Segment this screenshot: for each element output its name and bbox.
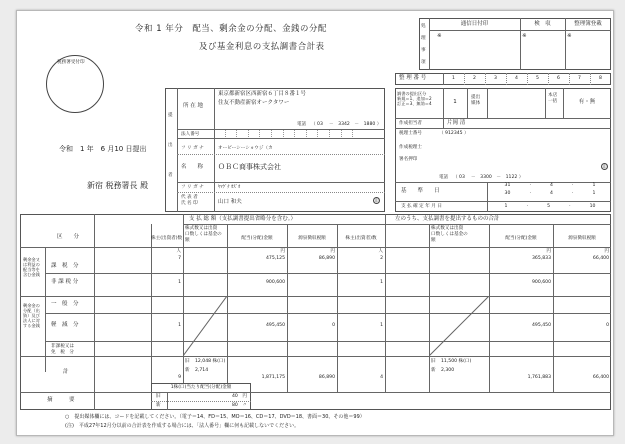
address-label: 所 在 地 [183, 103, 203, 109]
payer-side-label: 提 出 者 [168, 113, 173, 178]
r2-l-amount: 900,600 [266, 280, 285, 285]
total-r-people: 4 [380, 375, 383, 380]
rep-name: 山口 和夫 [218, 199, 242, 205]
r2-r-people: 1 [380, 280, 383, 285]
form-sheet [16, 10, 614, 436]
unit-people-right: 人 [378, 249, 383, 254]
col-people-left: 株主(出資者)数 [151, 236, 183, 241]
accountant-label: 税理士番号 [399, 131, 422, 136]
footnote-1: ○ 提出媒体欄には、コードを記載してください。（電子＝14、FD＝15、MO＝16、CD＝17、DVD＝18、書面＝30、その他＝99） [65, 414, 365, 420]
accountant-no: （ 912345 ） [439, 131, 469, 136]
seiri-label: 整 理 番 号 [399, 75, 427, 81]
row-label-ippan: 一 般 分 [51, 301, 79, 307]
r1-l-people: 7 [178, 256, 181, 261]
row-label-kazei: 課 税 分 [51, 263, 79, 269]
right-section-title: 左のうち、支払調書を提出するものの合計 [395, 216, 500, 222]
col-tax-right: 源泉徴収税額 [568, 236, 596, 241]
receipt-stamp-label: 税務署受付印 [57, 60, 85, 65]
seiri-cells: 1 2 3 4 5 6 7 8 [452, 76, 602, 81]
unit-people-left: 人 [176, 249, 181, 254]
col-register: 整理簿登載 [574, 21, 602, 27]
kakutei-date: 1 · 5 · 10 [504, 204, 596, 209]
col-inspect: 検 収 [534, 21, 551, 27]
payer-furigana: オービーシーショウジ（カ [218, 146, 273, 151]
honten-value: 有・無 [578, 99, 596, 105]
group-label-2: 剰余金の 分配（出 資）及び 法人に対 する金銭 [23, 303, 40, 328]
per-new: 80 〃 [231, 403, 247, 408]
kijun-date-2: 30 · 4 · 1 [504, 191, 596, 196]
diagonal-left [183, 296, 227, 356]
total-r-tax: 66,400 [592, 375, 609, 380]
payer-address: 東京都新宿区西新宿６丁目８番１号 [218, 91, 307, 97]
per-old-label: 旧 [156, 394, 161, 399]
creator-name: 片岡 清 [447, 120, 466, 126]
kijun-label: 基 準 日 [401, 188, 440, 194]
r4-r-tax: 0 [606, 323, 609, 328]
right-phone: （ 03 － 3300 － 1122 ） [453, 175, 524, 180]
total-l-new: 2,714 [195, 368, 209, 373]
r4-r-people: 1 [380, 323, 383, 328]
rep-label: 代 表 者 氏 名 印 [181, 195, 198, 206]
r4-l-tax: 0 [332, 323, 335, 328]
kakutei-label: 支 払 確 定 年 月 日 [401, 204, 442, 209]
kijun-date: 31 · 4 · 1 [504, 183, 596, 188]
unit-yen-left-tax: 円 [330, 249, 335, 254]
group-label-1: 剰余金又 は利益の 配当等を 含む金銭 [23, 257, 40, 277]
total-l-old-label: 旧 [185, 359, 190, 364]
baitai-label: 提出 媒体 [471, 95, 481, 106]
col-shares-right: 株式数又は出資 口数しくは基金の 額 [431, 226, 468, 243]
accountant-seal-icon: 印 [602, 164, 607, 169]
r1-l-amount: 475,125 [266, 256, 285, 261]
submit-date: 令和 1 年 6 月10 日提出 [59, 145, 147, 153]
office-use-label: 処 理 事 項 [421, 24, 426, 65]
total-r-new: 2,300 [441, 368, 455, 373]
left-section-title: 支 払 総 額（支払調書提出省略分を含む。） [189, 216, 296, 222]
kubun-header: 区 分 [57, 234, 80, 240]
unit-yen-right-tax: 円 [604, 249, 609, 254]
payer-seal-icon: 印 [374, 198, 379, 203]
r1-r-amount: 365,833 [532, 256, 551, 261]
rep-furigana: ﾔﾏｸﾞﾁ ｶｽﾞｵ [218, 185, 241, 190]
unit-yen-right: 円 [546, 249, 551, 254]
total-l-people: 9 [178, 375, 181, 380]
r4-r-amount: 495,450 [532, 323, 551, 328]
total-r-old: 11,500 株(口) [441, 359, 472, 364]
row-label-keigen: 軽 減 分 [51, 322, 79, 328]
col-amount-left: 配当(分配)金額 [241, 236, 273, 241]
payer-name: ＯＢＣ商事株式会社 [218, 163, 281, 171]
col-postmark: 通信日付印 [460, 21, 489, 27]
payer-building: 住友不動産新宿オークタワー [218, 100, 290, 106]
total-l-old: 12,048 株(口) [195, 359, 226, 364]
col-people-right: 株主(出資者)数 [345, 236, 377, 241]
creator-label: 作成担当者 [399, 121, 422, 126]
row-label-menzei: 非課税又は 免 税 分 [51, 344, 74, 355]
col-shares-left: 株式数又は出資 口数しくは基金の 額 [185, 226, 222, 243]
col-tax-left: 源泉徴収税額 [298, 236, 326, 241]
diagonal-right [429, 296, 489, 356]
total-l-amount: 1,871,175 [261, 375, 285, 380]
row-label-hikazei: 非 課 税 分 [51, 279, 79, 285]
form-title-line2: 及び基金利息の支払調書合計表 [199, 41, 325, 51]
total-r-amount: 1,761,883 [527, 375, 551, 380]
name-label: 名 称 [181, 164, 204, 170]
summary-label: 摘 要 [47, 397, 75, 403]
per-share-label: 1株(口)当たり配当(分配)金額 [170, 385, 232, 390]
form-title-line1: 令和 1 年分 配当、剰余金の分配、金銭の分配 [135, 23, 327, 33]
per-old: 40 円 [231, 394, 247, 399]
payer-phone-label: 電話 [297, 122, 307, 127]
footnote-2: (注) 平成27年12月分以前の合計表を作成する場合には、「法人番号」欄に何も記載しないでください。 [65, 423, 300, 429]
r1-r-people: 2 [380, 256, 383, 261]
corp-no-cells [214, 130, 364, 137]
total-l-new-label: 新 [185, 368, 190, 373]
tax-office: 新宿 税務署長 殿 [87, 181, 149, 190]
r1-r-tax: 66,400 [592, 256, 609, 261]
honten-label: 本店 一括 [548, 93, 558, 104]
total-l-tax: 86,890 [318, 375, 335, 380]
total-r-old-label: 旧 [431, 359, 436, 364]
r1-l-tax: 86,890 [318, 256, 335, 261]
r4-l-people: 1 [178, 323, 181, 328]
mark-2: ※ [522, 33, 527, 39]
corp-no-label: 法人番号 [181, 132, 200, 137]
unit-yen-left: 円 [280, 249, 285, 254]
mark-1: ※ [437, 33, 442, 39]
col-amount-right: 配当(分配)金額 [505, 236, 537, 241]
total-label: 計 [63, 369, 69, 375]
kubun-label: 調書の提出区分 新規＝1、追加＝2 訂正＝3、無効＝4 [397, 91, 432, 106]
r2-r-amount: 900,600 [532, 280, 551, 285]
total-r-new-label: 新 [431, 368, 436, 373]
furigana-label: フ リ ガ ナ [181, 146, 204, 151]
rep-furigana-label: フ リ ガ ナ [181, 185, 204, 190]
kubun-value: 1 [453, 99, 457, 105]
per-new-label: 新 [156, 403, 161, 408]
mark-3: ※ [567, 33, 572, 39]
payer-phone: （ 03 － 3342 － 1880 ） [311, 122, 382, 127]
right-phone-label: 電話 [439, 175, 449, 180]
accountant-seal-label: 作成税理士 署名押印 [399, 145, 422, 162]
r4-l-amount: 495,450 [266, 323, 285, 328]
r2-l-people: 1 [178, 280, 181, 285]
